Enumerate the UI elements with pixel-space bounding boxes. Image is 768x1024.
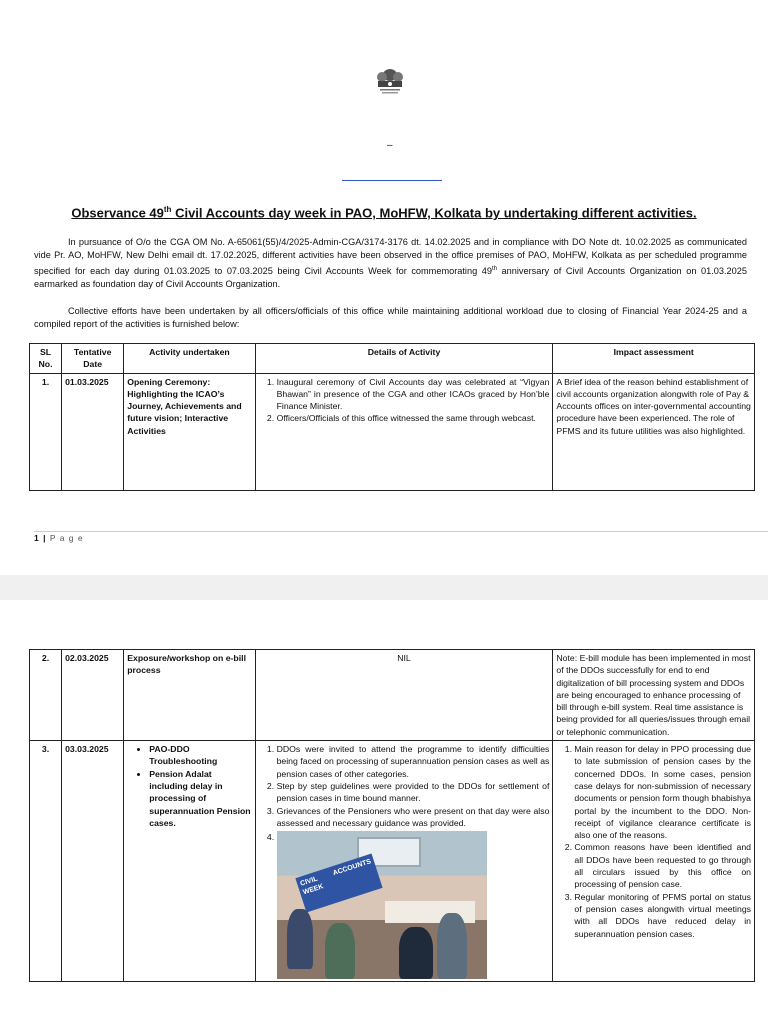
detail-item: 3. Grievances of the Pensioners who were present on that day were also assessed and necessary guidance was provided. <box>277 805 550 830</box>
table-row <box>30 650 755 741</box>
activities-table <box>29 343 755 491</box>
table-row <box>30 373 755 490</box>
table-header-row <box>30 344 755 374</box>
intro-paragraph: In pursuance of O/o the CGA OM No. A-65061(55)/4/2025-Admin-CGA/3174-3176 dt. 14.02.2025 and in compliance with DO Note dt. 10.02.2025 as communicated vide Pr. AO, MoHFW, New Delhi email dt. 17.02.2025, different activities have been observed in the office premises of PAO, MoHFW, Kolkata as per scheduled programme specified for each day during 01.03.2025 to 07.03.2025 being Civil Accounts Week for commemorating 49th anniversary of Civil Accounts Organization on 01.03.2025 earmarked as foundation day of Civil Accounts Organization. <box>34 237 747 289</box>
header-impact: Impact assessment <box>553 344 755 374</box>
impact-item: 3. Regular monitoring of PFMS portal on status of pension cases alongwith virtual meetings with all DDOs have reduced delay in superannuation pension cases. <box>574 891 751 940</box>
activity-item: • Pension Adalat including delay in processing of superannuation Pension cases. <box>149 768 251 829</box>
photo-person <box>325 923 355 979</box>
row-activity: Opening Ceremony: Highlighting the ICAO’s Journey, Achievements and future vision; Interactive Activities <box>124 373 255 490</box>
summary-paragraph: Collective efforts have been undertaken by all officers/officials of this office while maintaining additional workload due to closing of Financial Year 2024-25 and a compiled report of the activities is furnished below: <box>34 306 747 330</box>
header-dash: – <box>387 140 393 151</box>
photo-banner: 4. CIVIL ACCOUNTS WEEK <box>295 854 382 913</box>
table-row <box>30 741 755 982</box>
row-details <box>255 741 553 982</box>
row-date: 03.03.2025 <box>62 741 124 982</box>
row-impact: Note: E-bill module has been implemented in most of the DDOs successfully for end to end digitalization of bill processing system and DDOs are being encouraged to enhance processing of bill through e-bill system. Real time assistance is being provided for all queries/issues through email or telephonic communication. <box>553 650 755 741</box>
row-impact <box>553 741 755 982</box>
header-date: Tentative Date <box>62 344 124 374</box>
photo-person <box>399 927 433 979</box>
row-sl: 3. <box>30 741 62 982</box>
row-activity: Exposure/workshop on e-bill process <box>124 650 255 741</box>
row-date: 02.03.2025 <box>62 650 124 741</box>
detail-item: 2. Officers/Officials of this office witnessed the same through webcast. <box>277 412 550 424</box>
row-sl: 1. <box>30 373 62 490</box>
row-details <box>255 373 553 490</box>
detail-item: 1. DDOs were invited to attend the programme to identify difficulties being faced on processing of superannuation pension cases as well as pension cases of other categories. <box>277 743 550 780</box>
header-details: Details of Activity <box>255 344 553 374</box>
row-date: 01.03.2025 <box>62 373 124 490</box>
header-link-underline <box>342 180 442 181</box>
photo-person <box>287 909 313 969</box>
row-details: NIL <box>255 650 553 741</box>
impact-item: 1. Main reason for delay in PPO processing due to late submission of pension cases by the concerned DDOs. In some cases, pension case delays for non-submission of necessary documents or pension form though bhabishya portal by the incumbent to the DDO. Non-receipt of vigilance clearance certificate is also one of the reasons. <box>574 743 751 841</box>
activities-table-continued <box>29 649 755 982</box>
document-title: Observance 49th Civil Accounts day week in PAO, MoHFW, Kolkata by undertaking different activities. <box>71 205 697 221</box>
detail-item: 1. Inaugural ceremony of Civil Accounts day was celebrated at “Vigyan Bhawan” in presence of the CGA and other ICAOs graced by Hon’ble Finance Minister. <box>277 376 550 413</box>
activity-item: • PAO-DDO Troubleshooting <box>149 743 251 768</box>
impact-item: 2. Common reasons have been identified and all DDOs have been requested to go through all circulars issued by this office on processing of pension case. <box>574 841 751 890</box>
national-emblem-icon <box>371 66 409 100</box>
row-impact: A Brief idea of the reason behind establishment of civil accounts organization alongwith role of Pay & Accounts offices on inter-governmental accounting procedure have been experienced. The role of PFMS and its future utilities was also highlighted. <box>553 373 755 490</box>
detail-item <box>277 831 550 979</box>
meeting-photo <box>277 831 487 979</box>
header-activity: Activity undertaken <box>124 344 255 374</box>
page-footer: 1 | P a g e <box>34 533 84 543</box>
footer-divider <box>34 531 768 532</box>
header-sl: SL No. <box>30 344 62 374</box>
detail-item: 2. Step by step guidelines were provided to the DDOs for settlement of pension cases in time bound manner. <box>277 780 550 805</box>
row-sl: 2. <box>30 650 62 741</box>
row-activity <box>124 741 255 982</box>
photo-person <box>437 913 467 979</box>
